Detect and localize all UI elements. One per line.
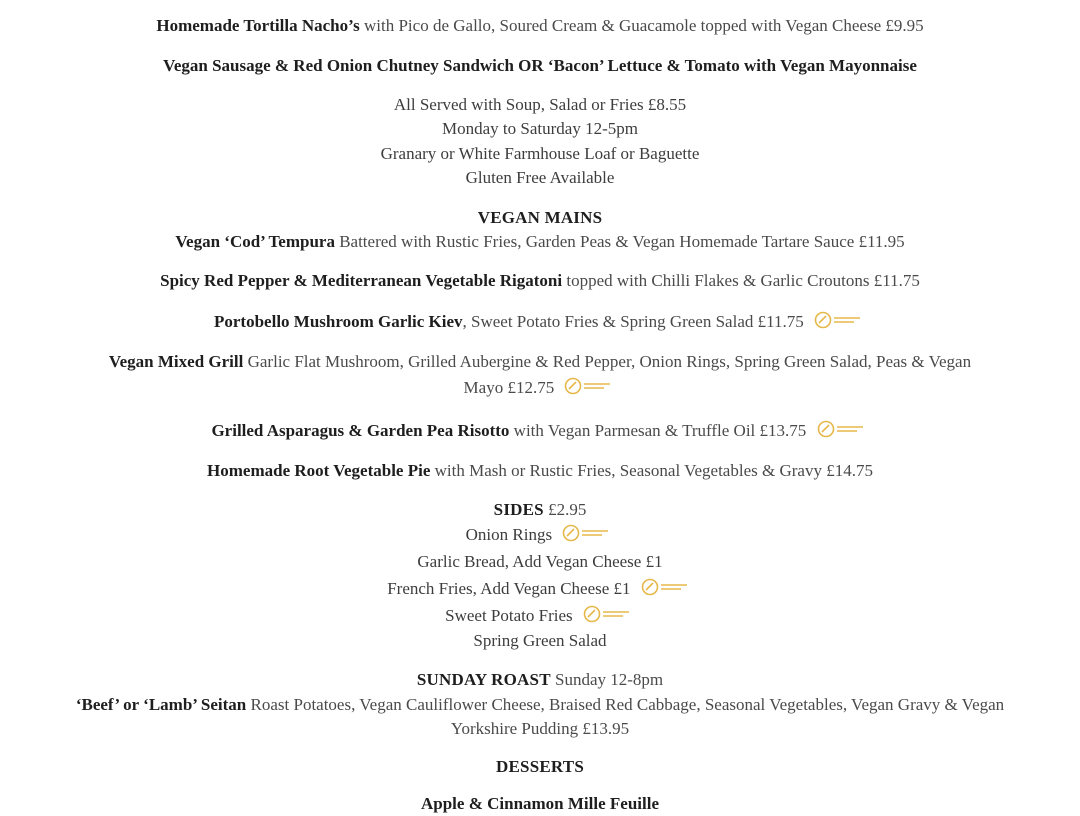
side-item xyxy=(30,629,1050,653)
sandwich-info-line xyxy=(30,166,1050,190)
menu-item-main xyxy=(30,230,1050,254)
section-title: SUNDAY ROAST xyxy=(416,670,551,689)
item-description: Mayo £12.75 xyxy=(463,378,555,397)
item-description: with Mash or Rustic Fries, Seasonal Vegetables & Gravy £14.75 xyxy=(434,461,873,480)
section-heading-sides xyxy=(30,498,1050,522)
gluten-free-badge-icon xyxy=(564,377,616,395)
item-name: Grilled Asparagus & Garden Pea Risotto xyxy=(211,421,510,440)
gluten-free-badge-icon xyxy=(641,578,693,596)
item-name: Homemade Root Vegetable Pie xyxy=(207,461,431,480)
item-name: ‘Beef’ or ‘Lamb’ Seitan xyxy=(75,695,247,714)
section-heading-roast xyxy=(30,668,1050,692)
side-label: French Fries, Add Vegan Cheese £1 xyxy=(387,579,631,598)
info-text: All Served with Soup, Salad or Fries £8.55 xyxy=(393,95,687,114)
info-text: Granary or White Farmhouse Loaf or Baguette xyxy=(380,144,700,163)
menu-item-main xyxy=(30,350,1050,374)
item-name: Spicy Red Pepper & Mediterranean Vegetable Rigatoni xyxy=(160,271,563,290)
item-name: Vegan Mixed Grill xyxy=(108,352,244,371)
sandwich-info-line xyxy=(30,93,1050,117)
item-name: Vegan Sausage & Red Onion Chutney Sandwich OR ‘Bacon’ Lettuce & Tomato with Vegan Mayonnaise xyxy=(163,56,917,75)
side-item xyxy=(30,523,1050,547)
menu-item-main xyxy=(30,310,1050,334)
side-label: Spring Green Salad xyxy=(473,631,607,650)
side-label: Sweet Potato Fries xyxy=(445,606,573,625)
menu-item-nachos xyxy=(30,14,1050,38)
menu-item-main xyxy=(30,459,1050,483)
item-description: Yorkshire Pudding £13.95 xyxy=(450,719,630,738)
menu-item-main xyxy=(30,269,1050,293)
gluten-free-badge-icon xyxy=(817,420,869,438)
section-title: SIDES xyxy=(493,500,544,519)
side-label: Onion Rings xyxy=(465,525,553,544)
sandwich-info-line xyxy=(30,142,1050,166)
menu-item-dessert xyxy=(30,792,1050,816)
info-text: Monday to Saturday 12-5pm xyxy=(442,119,638,138)
item-description: with Vegan Parmesan & Truffle Oil £13.75 xyxy=(513,421,807,440)
item-name: Portobello Mushroom Garlic Kiev xyxy=(214,312,463,331)
section-heading-desserts: DESSERTS xyxy=(496,757,584,776)
menu-item-roast-continued xyxy=(30,717,1050,741)
section-heading-mains: VEGAN MAINS xyxy=(477,208,603,227)
section-time: Sunday 12-8pm xyxy=(554,670,664,689)
menu-item-main-continued xyxy=(30,376,1050,400)
item-description: Garlic Flat Mushroom, Grilled Aubergine & Red Pepper, Onion Rings, Spring Green Salad, Peas & Vegan xyxy=(247,352,972,371)
item-description: Battered with Rustic Fries, Garden Peas & Vegan Homemade Tartare Sauce £11.95 xyxy=(339,232,905,251)
menu-item-sandwich xyxy=(30,54,1050,78)
gluten-free-badge-icon xyxy=(562,524,614,542)
item-description: with Pico de Gallo, Soured Cream & Guacamole topped with Vegan Cheese £9.95 xyxy=(364,16,924,35)
sandwich-info-line xyxy=(30,117,1050,141)
gluten-free-badge-icon xyxy=(814,311,866,329)
item-name: Vegan ‘Cod’ Tempura xyxy=(175,232,335,251)
item-description: , Sweet Potato Fries & Spring Green Salad £11.75 xyxy=(462,312,804,331)
menu-item-main xyxy=(30,419,1050,443)
section-price: £2.95 xyxy=(548,500,587,519)
item-description: Roast Potatoes, Vegan Cauliflower Cheese, Braised Red Cabbage, Seasonal Vegetables, Vegan Gravy & Vegan xyxy=(250,695,1005,714)
side-label: Garlic Bread, Add Vegan Cheese £1 xyxy=(417,552,663,571)
side-item xyxy=(30,577,1050,601)
item-name: Homemade Tortilla Nacho’s xyxy=(156,16,360,35)
item-name: Apple & Cinnamon Mille Feuille xyxy=(421,794,659,813)
gluten-free-badge-icon xyxy=(583,605,635,623)
side-item xyxy=(30,604,1050,628)
side-item xyxy=(30,550,1050,574)
item-description: topped with Chilli Flakes & Garlic Croutons £11.75 xyxy=(566,271,920,290)
menu-item-roast xyxy=(30,693,1050,717)
info-text: Gluten Free Available xyxy=(465,168,615,187)
